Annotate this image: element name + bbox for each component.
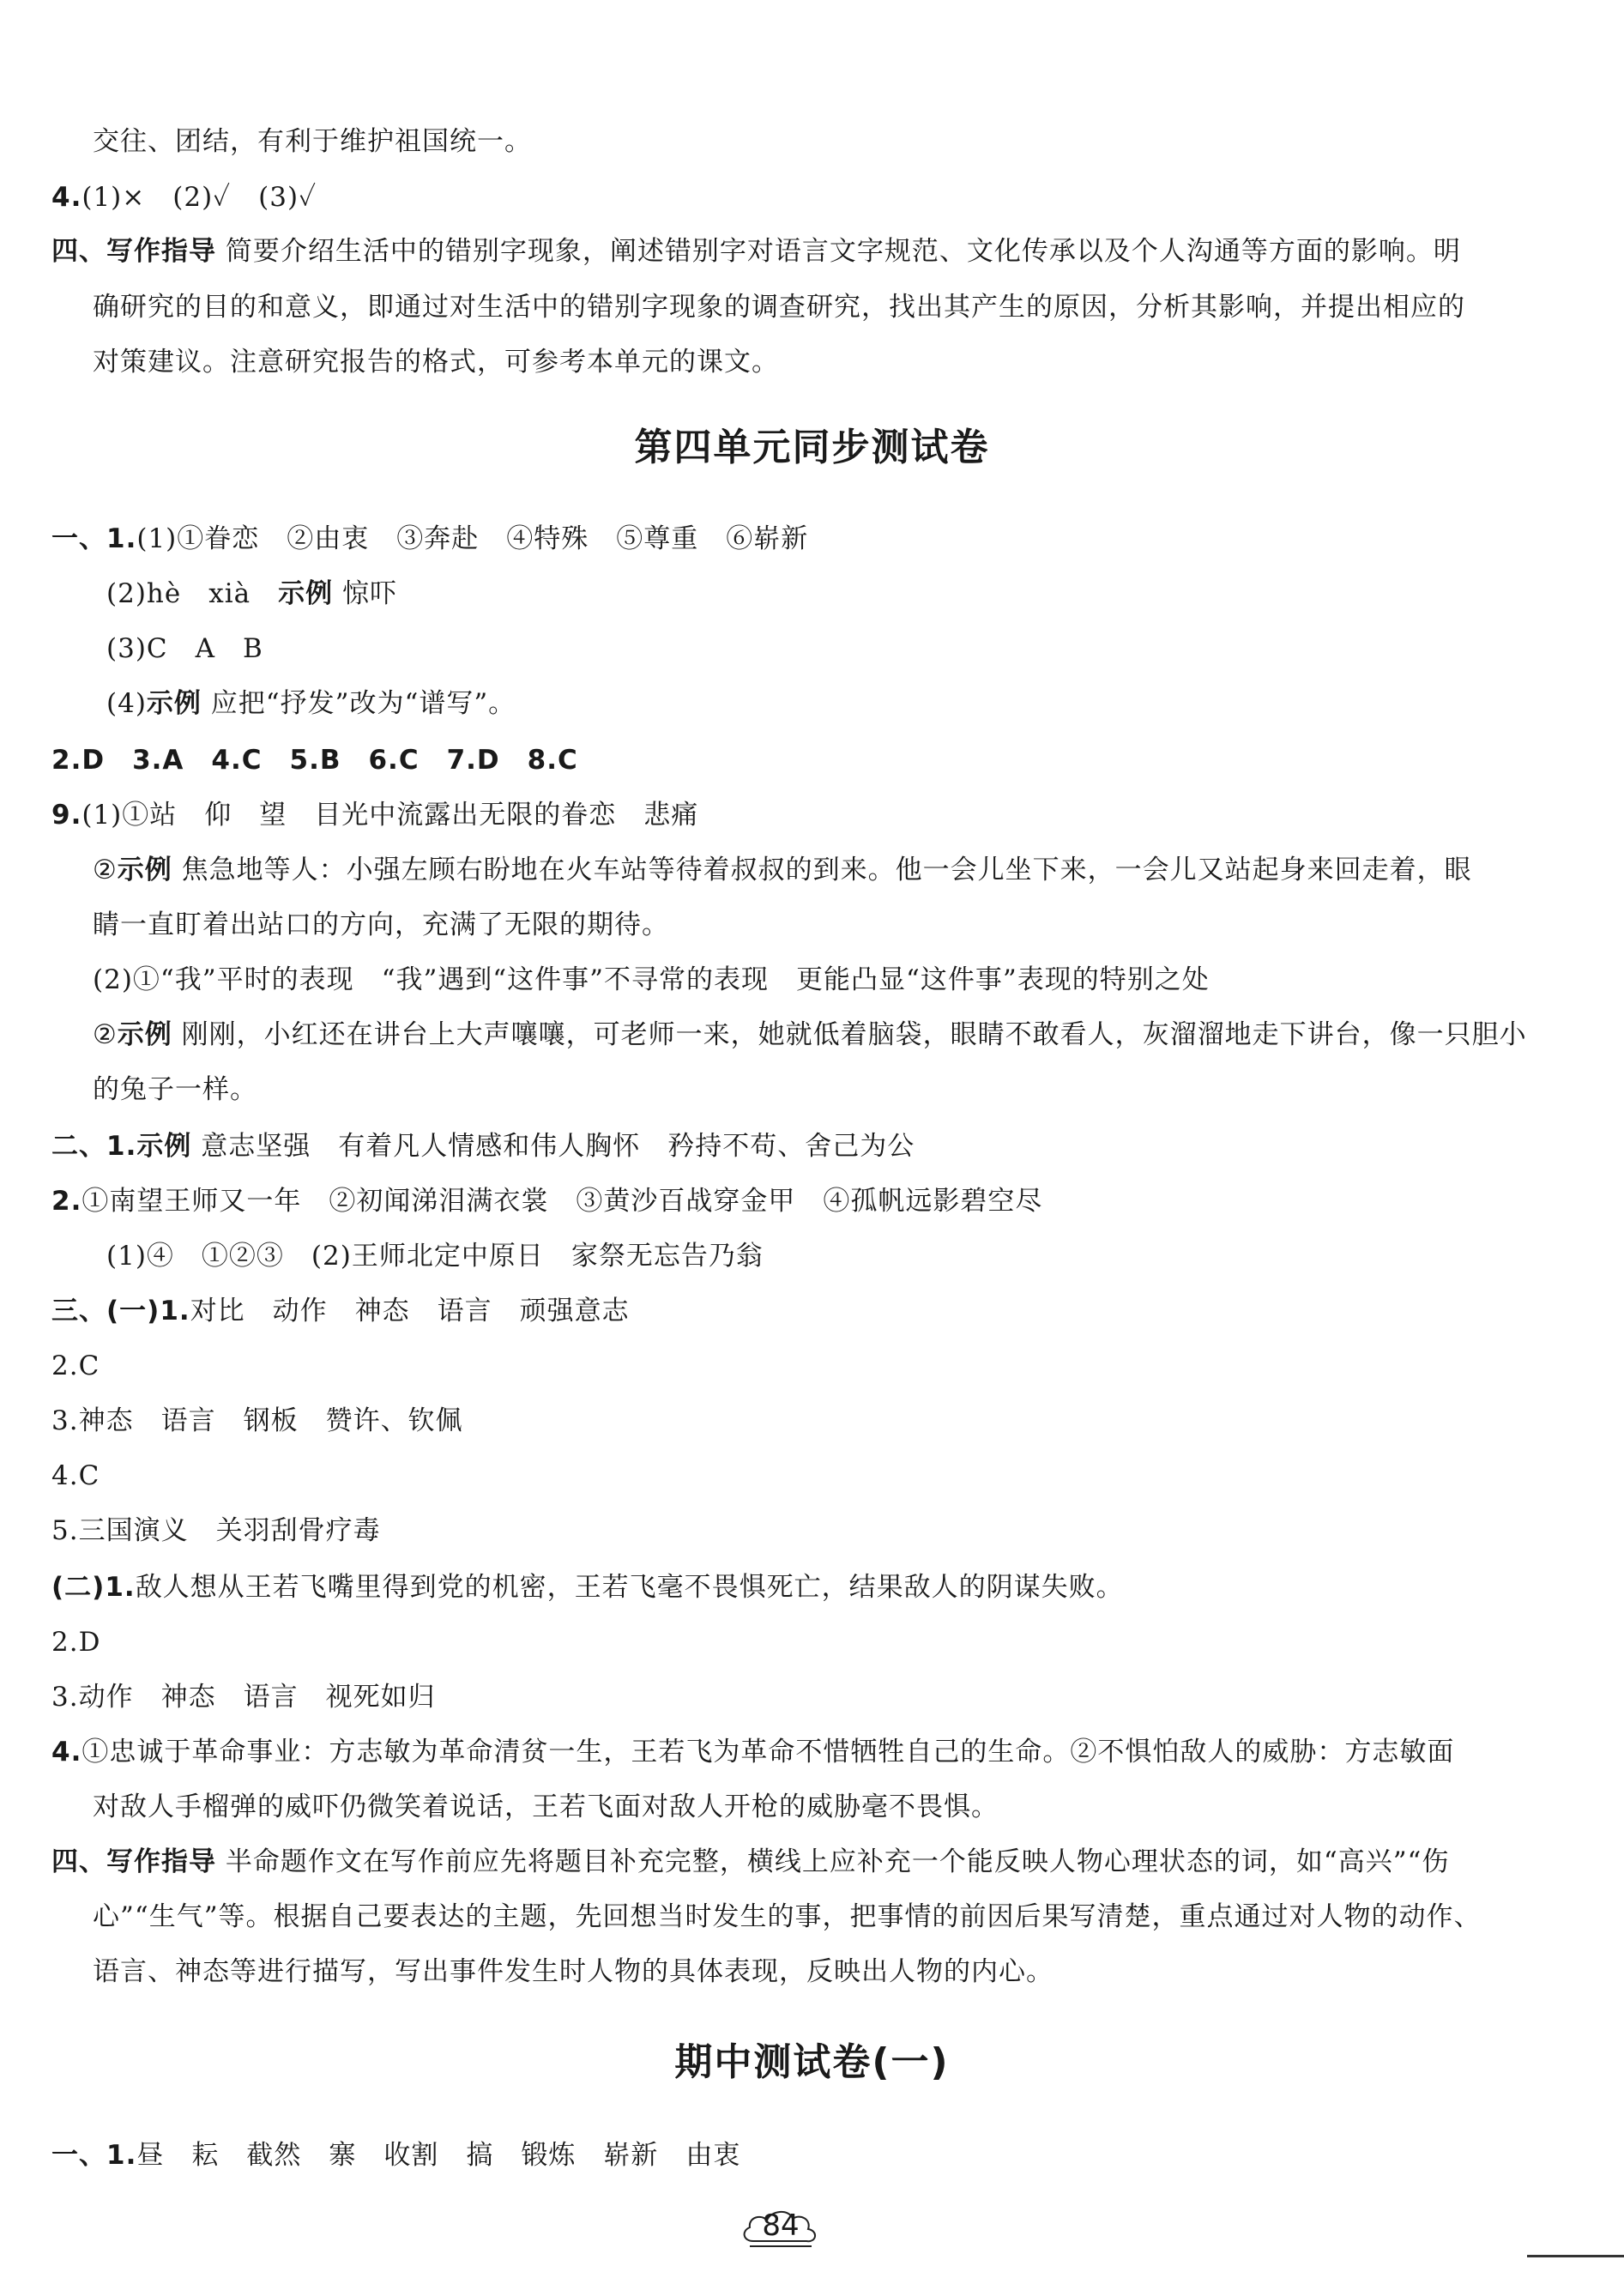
answer-line: (3)C A B: [106, 633, 263, 664]
answer-line: (1)④ ①②③ (2)王师北定中原日 家祭无忘告乃翁: [106, 1241, 764, 1272]
answer-line: (二)1.敌人想从王若飞嘴里得到党的机密，王若飞毫不畏惧死亡，结果敌人的阴谋失败。: [51, 1572, 1124, 1603]
text-line: 交往、团结，有利于维护祖国统一。: [93, 126, 532, 157]
text-line: 的兔子一样。: [93, 1074, 257, 1105]
answer-line: ②示例 刚刚，小红还在讲台上大声嚷嚷，可老师一来，她就低着脑袋，眼睛不敢看人，灰溜溜地走下讲台，像一只胆小: [93, 1019, 1527, 1050]
section-title: 期中测试卷(一): [674, 2040, 950, 2084]
answer-line: 4.①忠诚于革命事业：方志敏为革命清贫一生，王若飞为革命不惜牺牲自己的生命。②不惧怕敌人的威胁：方志敏面: [51, 1737, 1455, 1767]
answer-line: (4)示例 应把“抒发”改为“谱写”。: [106, 688, 516, 719]
text-line: 语言、神态等进行描写，写出事件发生时人物的具体表现，反映出人物的内心。: [93, 1956, 1053, 1987]
answer-line: 4.(1)× (2)✓ (3)✓: [51, 182, 317, 213]
answer-line: ②示例 焦急地等人：小强左顾右盼地在火车站等待着叔叔的到来。他一会儿坐下来，一会儿又站起身来回走着，眼: [93, 855, 1472, 885]
answer-line: 2.①南望王师又一年 ②初闻涕泪满衣裳 ③黄沙百战穿金甲 ④孤帆远影碧空尽: [51, 1186, 1043, 1217]
answer-line: 9.(1)①站 仰 望 目光中流露出无限的眷恋 悲痛: [51, 800, 699, 831]
text-line: 确研究的目的和意义，即通过对生活中的错别字现象的调查研究，找出其产生的原因，分析其影响，并提出相应的: [93, 292, 1465, 323]
text-line: 心”“生气”等。根据自己要表达的主题，先回想当时发生的事，把事情的前因后果写清楚，重点通过对人物的动作、: [93, 1901, 1482, 1932]
answer-line: 4.C: [51, 1460, 100, 1491]
answer-line: 3.神态 语言 钢板 赞许、钦佩: [51, 1405, 463, 1436]
answer-line: 5.三国演义 关羽刮骨疗毒: [51, 1515, 381, 1546]
answer-line: 2.D 3.A 4.C 5.B 6.C 7.D 8.C: [51, 745, 578, 776]
writing-guide-line: 四、写作指导 简要介绍生活中的错别字现象，阐述错别字对语言文字规范、文化传承以及个人沟通等方面的影响。明: [51, 236, 1461, 267]
answer-line: 3.动作 神态 语言 视死如归: [51, 1682, 436, 1713]
writing-guide-line: 四、写作指导 半命题作文在写作前应先将题目补充完整，横线上应补充一个能反映人物心理状态的词，如“高兴”“伤: [51, 1846, 1450, 1877]
answer-line: 一、1.(1)①眷恋 ②由衷 ③奔赴 ④特殊 ⑤尊重 ⑥崭新: [51, 523, 809, 554]
answer-line: (2)①“我”平时的表现 “我”遇到“这件事”不寻常的表现 更能凸显“这件事”表现的特别之处: [93, 964, 1210, 995]
page-number-text: 84: [762, 2209, 800, 2243]
answer-line: 2.D: [51, 1627, 101, 1658]
answer-line: 2.C: [51, 1350, 100, 1381]
page-number: [738, 2202, 824, 2253]
answer-line: 一、1.昼 耘 截然 寨 收割 搞 锻炼 崭新 由衷: [51, 2140, 741, 2171]
answer-line: 二、1.示例 意志坚强 有着凡人情感和伟人胸怀 矜持不苟、舍己为公: [51, 1131, 915, 1162]
text-line: 对策建议。注意研究报告的格式，可参考本单元的课文。: [93, 347, 779, 378]
answer-line: (2)hè xià 示例 惊吓: [106, 578, 397, 609]
section-title: 第四单元同步测试卷: [634, 426, 990, 469]
answer-line: 三、(一)1.对比 动作 神态 语言 顽强意志: [51, 1296, 630, 1326]
edge-rule: [1527, 2255, 1624, 2257]
text-line: 对敌人手榴弹的威吓仍微笑着说话，王若飞面对敌人开枪的威胁毫不畏惧。: [93, 1792, 999, 1822]
text-line: 睛一直盯着出站口的方向，充满了无限的期待。: [93, 909, 669, 940]
